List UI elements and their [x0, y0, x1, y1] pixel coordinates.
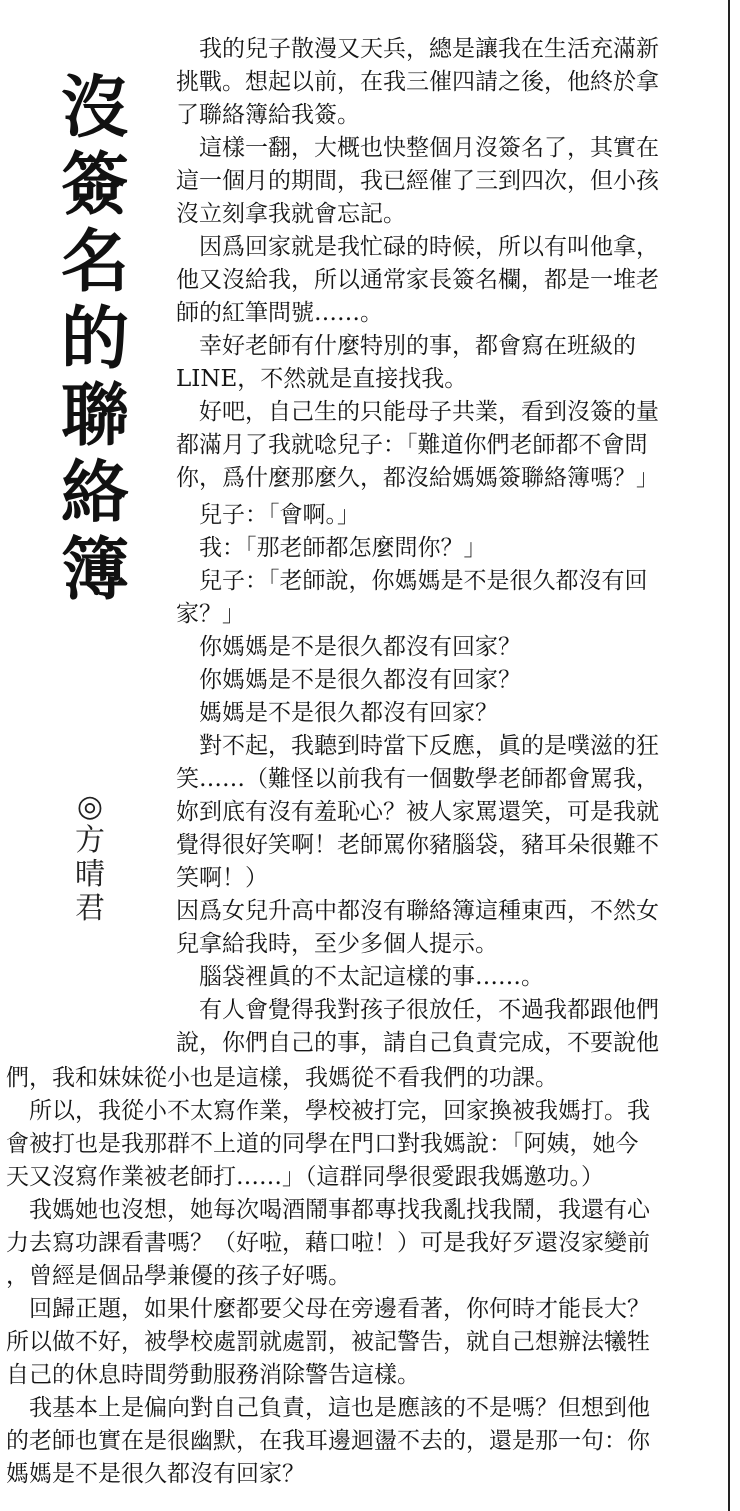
author-char: 晴 [75, 857, 105, 892]
body-line: 回歸正題，如果什麼都要父母在旁邊看著，你何時才能長大？ [6, 1296, 650, 1322]
author-char: 君 [75, 891, 105, 926]
title-char: 絡 [60, 454, 129, 533]
body-line: 會被打也是我那群不上道的同學在門口對我媽說：「阿姨，她今 [6, 1131, 639, 1157]
body-line: 對不起，我聽到時當下反應，眞的是噗滋的狂 [176, 733, 659, 759]
body-line: 我的兒子散漫又天兵，總是讓我在生活充滿新 [176, 36, 659, 62]
body-line: 我基本上是偏向對自己負責，這也是應該的不是嗎？但想到他 [6, 1395, 650, 1421]
body-line: ，曾經是個品學兼優的孩子好嗎。 [6, 1263, 351, 1289]
body-line: 沒立刻拿我就會忘記。 [176, 201, 406, 227]
author-byline [70, 790, 110, 926]
body-line: 妳到底有沒有羞恥心？被人家罵還笑，可是我就 [176, 799, 659, 825]
body-line: 腦袋裡眞的不太記這樣的事……。 [176, 964, 544, 990]
body-line: 所以，我從小不太寫作業，學校被打完，回家換被我媽打。我 [6, 1098, 650, 1124]
author-char: 方 [75, 823, 105, 858]
body-line: 兒拿給我時，至少多個人提示。 [176, 931, 498, 957]
body-line: LINE，不然就是直接找我。 [176, 366, 468, 392]
body-line: 幸好老師有什麼特別的事，都會寫在班級的 [176, 333, 636, 359]
title-char: 簽 [60, 146, 129, 225]
body-line: 力去寫功課看書嗎？（好啦，藉口啦！）可是我好歹還沒家變前 [6, 1230, 650, 1256]
body-line: 挑戰。想起以前，在我三催四請之後，他終於拿 [176, 69, 659, 95]
body-line: 你媽媽是不是很久都沒有回家？ [176, 667, 521, 693]
body-line: 自己的休息時間勞動服務消除警告這樣。 [6, 1362, 420, 1388]
body-line: 兒子：「會啊。」 [176, 502, 360, 528]
body-line: 我：「那老師都怎麼問你？」 [176, 535, 487, 561]
body-line: 覺得很好笑啊！老師罵你豬腦袋，豬耳朵很難不 [176, 832, 659, 858]
body-line: 這一個月的期間，我已經催了三到四次，但小孩 [176, 168, 659, 194]
body-line: 都滿月了我就唸兒子：「難道你們老師都不會問 [176, 432, 648, 458]
body-line: 他又沒給我，所以通常家長簽名欄，都是一堆老 [176, 267, 659, 293]
body-line: 說，你們自己的事，請自己負責完成，不要說他 [176, 1030, 659, 1056]
byline-mark: ◎ [76, 789, 104, 824]
title-char: 的 [60, 300, 129, 379]
body-line: 你媽媽是不是很久都沒有回家？ [176, 634, 521, 660]
column-rule [728, 0, 730, 1511]
body-line: 媽媽是不是很久都沒有回家？ [176, 700, 498, 726]
title-char: 聯 [60, 377, 129, 456]
body-line: 的老師也實在是很幽默，在我耳邊迴盪不去的，還是那一句：你 [6, 1428, 650, 1454]
title-char: 名 [60, 223, 129, 302]
body-line: 這樣一翻，大概也快整個月沒簽名了，其實在 [176, 135, 659, 161]
title-char: 簿 [60, 531, 129, 610]
body-line: 好吧，自己生的只能母子共業，看到沒簽的量 [176, 399, 659, 425]
body-line: 了聯絡簿給我簽。 [176, 102, 360, 128]
body-line: 媽媽是不是很久都沒有回家？ [6, 1461, 305, 1487]
body-line: 因爲回家就是我忙碌的時候，所以有叫他拿， [176, 234, 659, 260]
body-line: 我媽她也沒想，她每次喝酒鬧事都專找我亂找我鬧，我還有心 [6, 1197, 650, 1223]
body-line: 們，我和妹妹從小也是這樣，我媽從不看我們的功課。 [6, 1065, 558, 1091]
body-line: 兒子：「老師說，你媽媽是不是很久都沒有回 [176, 568, 648, 594]
body-line: 有人會覺得我對孩子很放任，不過我都跟他們 [176, 997, 659, 1023]
body-line: 天又沒寫作業被老師打……」（這群同學很愛跟我媽邀功。） [6, 1164, 604, 1190]
body-line: 笑啊！） [176, 865, 268, 891]
body-line: 因爲女兒升高中都沒有聯絡簿這種東西，不然女 [176, 898, 659, 924]
body-line: 你，爲什麼那麼久，都沒給媽媽簽聯絡簿嗎？」 [176, 465, 659, 491]
title-char: 沒 [60, 69, 129, 148]
body-line: 家？」 [176, 601, 245, 627]
article-title [55, 70, 135, 609]
body-line: 師的紅筆問號……。 [176, 300, 383, 326]
body-line: 所以做不好，被學校處罰就處罰，被記警告，就自己想辦法犧牲 [6, 1329, 650, 1355]
body-line: 笑……（難怪以前我有一個數學老師都會罵我， [176, 766, 659, 792]
